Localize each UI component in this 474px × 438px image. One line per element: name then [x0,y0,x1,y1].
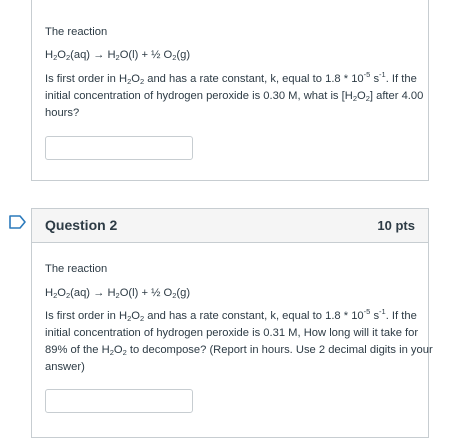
question-2-text-line-1: Is first order in $H_2O_2$ and has a rate constant, k, equal to $1.8 * 10^{-5}$ $s^{-1}$. If the [45,307,417,323]
question-1-card [31,0,429,181]
question-2-title: Question 2 [45,217,118,233]
question-1-text-line-3: hours? [45,107,80,119]
question-2-intro: The reaction [45,263,108,275]
question-2-text-line-2: initial concentration of hydrogen peroxide is 0.31 M, How long will it take for [45,327,419,339]
question-1-reaction: $H_2O_2(aq) \to H_2O(l)$ + ½ $O_2(g)$ [45,49,191,62]
question-2-text-line-3: 89% of the $H_2O_2$ to decompose? (Report in hours. Use 2 decimal digits in your [45,344,433,357]
question-2-answer-input[interactable] [45,389,193,413]
question-1-text-line-1: Is first order in $H_2O_2$ and has a rate constant, k, equal to $1.8 * 10^{-5}$ $s^{-1}$. If the [45,70,417,86]
question-1-answer-input[interactable] [45,136,193,160]
question-2-header [32,209,428,243]
question-1-intro: The reaction [45,26,108,38]
flag-icon[interactable] [9,215,27,229]
question-2-card [31,208,433,438]
question-1-text-line-2: initial concentration of hydrogen peroxide is 0.30 M, what is $[H_2O_2]$ after 4.00 [45,90,424,103]
question-2-reaction: $H_2O_2(aq) \to H_2O(l)$ + ½ $O_2(g)$ [45,287,191,300]
question-2-text-line-4: answer) [45,361,85,373]
question-2-points: 10 pts [377,218,415,233]
